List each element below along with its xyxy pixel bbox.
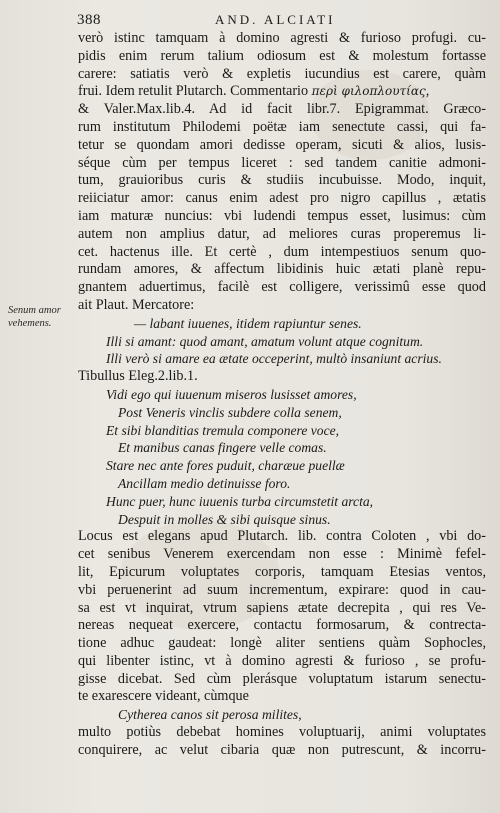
line-text: rundam amores, & affectum libidinis huic ætati planè repu- (78, 261, 486, 278)
text-line (78, 172, 486, 190)
text-line (78, 724, 486, 742)
line-text: Post Veneris vinclis subdere colla senem, (118, 404, 342, 420)
text-line (78, 582, 486, 600)
line-text: Vidi ego qui iuuenum miseros lusisset amores, (106, 386, 357, 402)
verse-line (78, 404, 486, 422)
text-line (78, 635, 486, 653)
margin-note (8, 305, 76, 330)
verse-line (78, 422, 486, 440)
text-line (78, 564, 486, 582)
text-line: frui. Idem retulit Plutarch. Commentario περὶ φιλοπλουτίας, (78, 83, 430, 100)
line-text: lit, Epicurum voluptates corporis, tamquam Etesias ventos, (78, 563, 486, 580)
text-line (78, 30, 486, 48)
text-line (78, 368, 486, 386)
line-text: sa est vt inquirat, vtrum sapiens ætate decrepita , qui res Ve- (78, 599, 486, 616)
text-line (78, 101, 486, 119)
main-text (78, 30, 486, 760)
line-text: — labant iuuenes, itidem rapiuntur senes. (134, 315, 362, 331)
verse-block (78, 706, 486, 724)
verse-line (78, 493, 486, 511)
text-line (78, 742, 486, 760)
line-text: ait Plaut. Mercatore: (78, 296, 195, 313)
verse-line (78, 706, 486, 724)
text-line (78, 119, 486, 137)
text-line (78, 688, 486, 706)
line-text: multo potiùs debebat homines voluptuarij, animi voluptates (78, 724, 486, 741)
line-text: conquirere, ac velut cibaria quæ non putrescunt, & incorru- (78, 741, 486, 758)
verse-block (78, 315, 486, 368)
text-line (78, 546, 486, 564)
line-text: frui. Idem retulit Plutarch. Commentario (78, 83, 309, 100)
verse-line (78, 350, 486, 368)
margin-note-line: vehemens. (8, 317, 52, 329)
text-line (78, 279, 486, 297)
text-line (78, 66, 486, 84)
line-text: verò istinc tamquam à domino agresti & furioso profugi. cu- (78, 30, 486, 46)
prose-paragraph (78, 30, 486, 315)
page-header (0, 12, 500, 32)
line-text: Stare nec ante fores puduit, charæue puellæ (106, 458, 345, 474)
line-text: Despuit in molles & sibi quisque sinus. (118, 511, 331, 527)
line-text: Et manibus canas fingere velle comas. (118, 440, 327, 456)
line-text: rum institutum Philodemi poëtæ iam senectute cassi, qui fa- (78, 118, 486, 135)
line-text: Ancillam medio detinuisse foro. (118, 475, 291, 491)
prose-paragraph (78, 724, 486, 760)
text-line (78, 208, 486, 226)
verse-line (78, 386, 486, 404)
page-number: 388 (77, 12, 101, 28)
line-text: autem non amplius datur, ad meliores curas properemus li- (78, 225, 486, 242)
line-text: Tibullus Eleg.2.lib.1. (78, 368, 198, 385)
line-text: nereas nequeat exercere, contactu formosarum, & contrecta- (78, 617, 486, 634)
text-line (78, 297, 486, 315)
line-text: tione adhuc gaudeat: longè aliter sentiens quàm Sophocles, (78, 635, 486, 652)
line-text: & Valer.Max.lib.4. Ad id facit libr.7. Epigrammat. Græco- (78, 101, 486, 118)
text-line (78, 226, 486, 244)
verse-line (78, 457, 486, 475)
line-text: gisse dicebat. Sed cùm plerásque voluptatum istarum senectu- (78, 670, 486, 687)
line-text: Locus est elegans apud Plutarch. lib. contra Coloten , vbi do- (78, 528, 486, 545)
verse-line (78, 333, 486, 351)
line-text: cet. hactenus ille. Et certè , dum intempestiuos senum quo- (78, 243, 486, 260)
line-text: séque cùm per tempus liceret : sed tandem canitie admoni- (78, 154, 486, 171)
margin-note-line: Senum amor (8, 305, 61, 316)
line-text: tum, grauioribus curis & studiis incubuisse. Modo, inquit, (78, 172, 486, 189)
line-text: vbi peruenerint ad suum incrementum, expirare: quod in cau- (78, 581, 486, 598)
text-line (78, 671, 486, 689)
verse-block (78, 386, 486, 528)
text-line (78, 600, 486, 618)
text-line (78, 617, 486, 635)
prose-paragraph (78, 368, 486, 386)
prose-paragraph (78, 528, 486, 706)
running-head: AND. ALCIATI (215, 12, 336, 27)
text-line (78, 261, 486, 279)
text-line (78, 653, 486, 671)
verse-line (78, 315, 486, 333)
line-text: cet senibus Venerem exercendam non esse : Minimè fefel- (78, 546, 486, 563)
line-text: te exarescere videant, cùmque (78, 688, 249, 705)
line-text: reiiciatur amor: canus enim adest pro nigro capillus , ætatis (78, 190, 486, 207)
text-line (78, 48, 486, 66)
line-text: iam maturæ nuncius: vbi ludendi tempus esset, lusimus: cùm (78, 207, 486, 224)
line-text: Et sibi blanditias tremula componere voce, (106, 422, 340, 438)
text-line (78, 190, 486, 208)
line-text: Hunc puer, hunc iuuenis turba circumstetit arcta, (106, 493, 374, 509)
text-line (78, 528, 486, 546)
text-line (78, 244, 486, 262)
line-text: Illi verò si amare ea ætate occeperint, multò insaniunt acrius. (106, 351, 442, 367)
text-line (78, 137, 486, 155)
line-text: Cytherea canos sit perosa milites, (118, 707, 302, 723)
verse-line (78, 511, 486, 529)
greek-phrase: περὶ φιλοπλουτίας (311, 84, 426, 99)
line-text: pidis enim rerum talium odiosum est & molestum fortasse (78, 47, 486, 64)
line-text: gnantem aduertimus, facilè est colligere, verissimû esse quod (78, 279, 486, 296)
line-text: Illi si amant: quod amant, amatum volunt atque cognitum. (106, 333, 424, 349)
text-line (78, 155, 486, 173)
line-text: qui libenter istinc, vt à domino agresti & furioso , se profu- (78, 652, 486, 669)
line-text: tetur se quondam amori dedisse operam, sicuti & alios, lusis- (78, 136, 486, 153)
verse-line (78, 475, 486, 493)
line-text: carere: satiatis verò & expletis iucundius est carere, quàm (78, 65, 486, 82)
verse-line (78, 439, 486, 457)
